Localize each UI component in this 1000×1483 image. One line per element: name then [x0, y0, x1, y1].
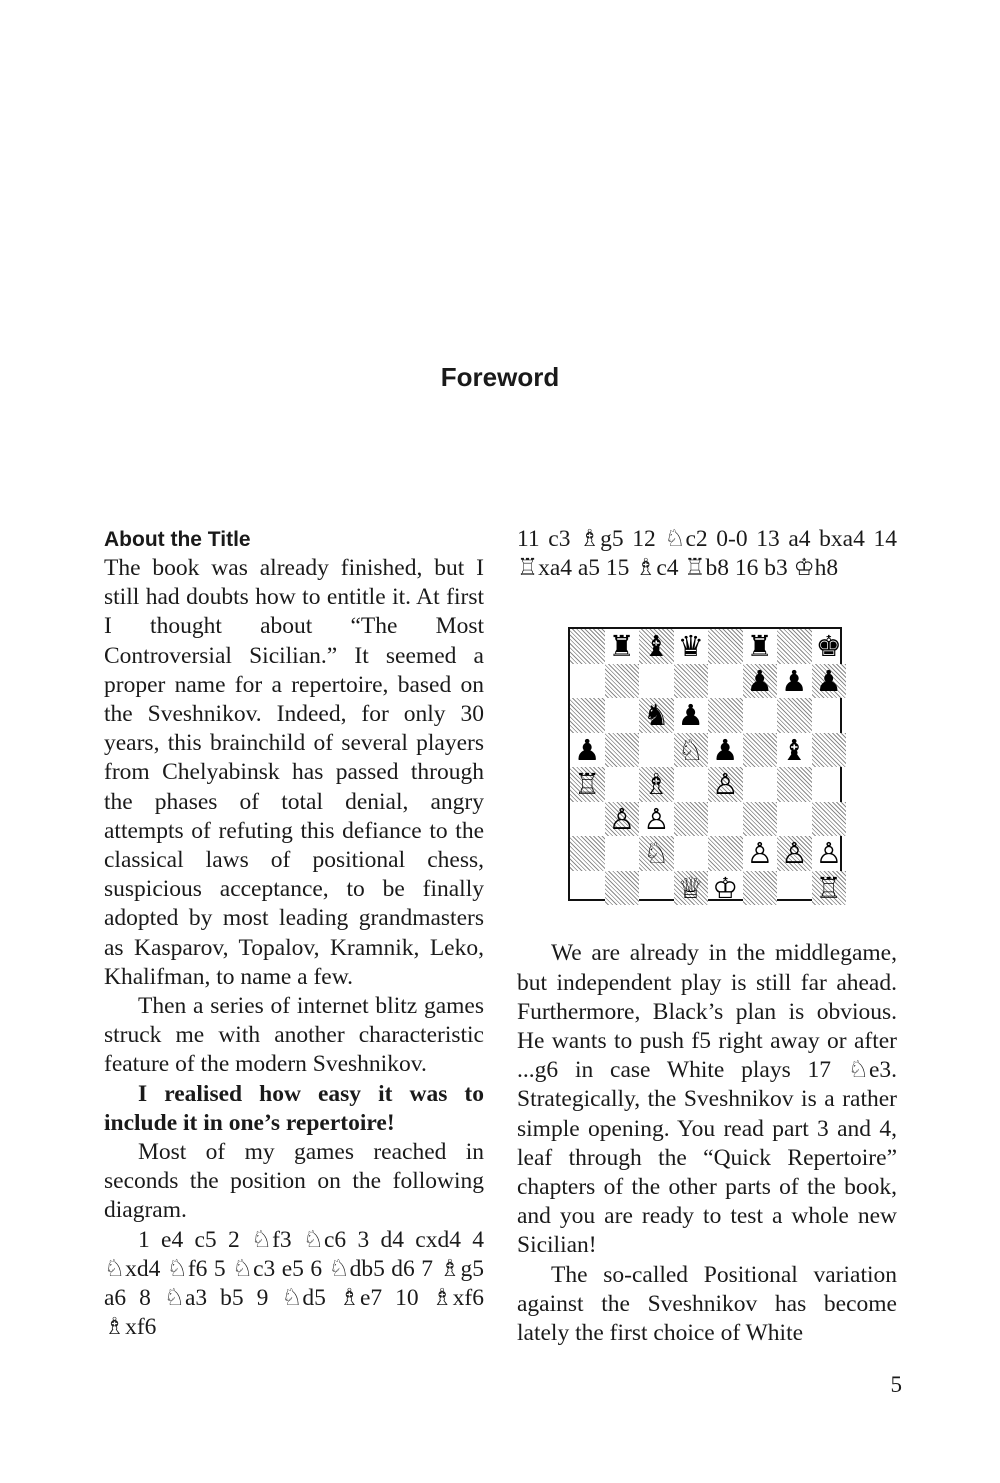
- square-g1: [777, 871, 812, 906]
- piece-d1: ♕: [677, 870, 704, 905]
- square-b2: [605, 836, 640, 871]
- square-f7: [743, 664, 778, 699]
- move-sequence-continued: 11 c3 ♗g5 12 ♘c2 0-0 13 a4 bxa4 14 ♖xa4 a5 15 ♗c4 ♖b8 16 b3 ♔h8: [517, 526, 897, 582]
- square-h7: [812, 664, 847, 699]
- section-heading: About the Title: [104, 528, 251, 551]
- square-c8: [639, 629, 674, 664]
- square-b6: [605, 698, 640, 733]
- square-b3: [605, 802, 640, 837]
- square-f1: [743, 871, 778, 906]
- square-d3: [674, 802, 709, 837]
- square-e2: [708, 836, 743, 871]
- square-d1: [674, 871, 709, 906]
- square-g3: [777, 802, 812, 837]
- piece-g5: ♝: [781, 732, 808, 767]
- piece-f7: ♟: [746, 663, 773, 698]
- square-e6: [708, 698, 743, 733]
- square-g4: [777, 767, 812, 802]
- square-f4: [743, 767, 778, 802]
- square-b4: [605, 767, 640, 802]
- piece-g2: ♙: [781, 836, 808, 871]
- piece-h2: ♙: [815, 836, 842, 871]
- piece-e4: ♙: [712, 767, 739, 802]
- piece-h8: ♚: [815, 629, 842, 664]
- piece-b3: ♙: [608, 801, 635, 836]
- square-c3: [639, 802, 674, 837]
- move-sequence: 1 e4 c5 2 ♘f3 ♘c6 3 d4 cxd4 4 ♘xd4 ♘f6 5 ♘c3 e5 6 ♘db5 d6 7 ♗g5 a6 8 ♘a3 b5 9 ♘d5 ♗e7 10 ♗xf6 ♗xf6: [104, 1226, 484, 1341]
- square-g7: [777, 664, 812, 699]
- piece-a4: ♖: [574, 767, 601, 802]
- square-a4: [570, 767, 605, 802]
- square-d8: [674, 629, 709, 664]
- square-a3: [570, 802, 605, 837]
- square-h6: [812, 698, 847, 733]
- square-g2: [777, 836, 812, 871]
- square-d4: [674, 767, 709, 802]
- piece-h7: ♟: [815, 663, 842, 698]
- square-d2: [674, 836, 709, 871]
- square-h4: [812, 767, 847, 802]
- square-a2: [570, 836, 605, 871]
- square-b1: [605, 871, 640, 906]
- square-c5: [639, 733, 674, 768]
- piece-g7: ♟: [781, 663, 808, 698]
- square-c1: [639, 871, 674, 906]
- square-c7: [639, 664, 674, 699]
- square-e4: [708, 767, 743, 802]
- square-g5: [777, 733, 812, 768]
- square-f5: [743, 733, 778, 768]
- square-h2: [812, 836, 847, 871]
- piece-h1: ♖: [815, 870, 842, 905]
- piece-c6: ♞: [643, 698, 670, 733]
- square-h8: [812, 629, 847, 664]
- square-c6: [639, 698, 674, 733]
- square-e7: [708, 664, 743, 699]
- left-column: [104, 525, 484, 1342]
- square-e8: [708, 629, 743, 664]
- square-a7: [570, 664, 605, 699]
- piece-f8: ♜: [746, 629, 773, 664]
- square-f3: [743, 802, 778, 837]
- square-b5: [605, 733, 640, 768]
- paragraph-blitz-games: Then a series of internet blitz games struck me with another characteristic feature of the modern Sveshnikov.: [104, 993, 484, 1078]
- square-h5: [812, 733, 847, 768]
- piece-c2: ♘: [643, 836, 670, 871]
- square-c2: [639, 836, 674, 871]
- square-b7: [605, 664, 640, 699]
- paragraph-positional-variation: The so-called Positional variation against the Sveshnikov has become lately the first choice of White: [517, 1261, 897, 1347]
- bold-statement: I realised how easy it was to include it in one’s repertoire!: [104, 1080, 484, 1136]
- square-g6: [777, 698, 812, 733]
- square-h1: [812, 871, 847, 906]
- square-b8: [605, 629, 640, 664]
- piece-d8: ♛: [677, 629, 704, 664]
- piece-c4: ♗: [643, 767, 670, 802]
- chapter-title: Foreword: [440, 362, 560, 392]
- square-d7: [674, 664, 709, 699]
- square-d6: [674, 698, 709, 733]
- piece-f2: ♙: [746, 836, 773, 871]
- piece-b8: ♜: [608, 629, 635, 664]
- piece-d6: ♟: [677, 698, 704, 733]
- square-f6: [743, 698, 778, 733]
- square-a8: [570, 629, 605, 664]
- page-number: 5: [890, 1372, 902, 1397]
- square-a5: [570, 733, 605, 768]
- square-e5: [708, 733, 743, 768]
- square-a6: [570, 698, 605, 733]
- square-e1: [708, 871, 743, 906]
- paragraph-middlegame: We are already in the middlegame, but independent play is still far ahead. Furthermore, Black’s plan is obvious. He wants to push f5 right away or after ...g6 in case White plays 17 ♘e3. Strategically, the Sveshnikov is a rather simple opening. You read part 3 and 4, leaf through the “Quick Repertoire” chapters of the other parts of the book, and you are ready to test a whole new Sicilian!: [517, 940, 897, 1259]
- piece-c3: ♙: [643, 801, 670, 836]
- piece-e5: ♟: [712, 732, 739, 767]
- piece-e1: ♔: [712, 870, 739, 905]
- square-f8: [743, 629, 778, 664]
- piece-d5: ♘: [677, 732, 704, 767]
- square-c4: [639, 767, 674, 802]
- right-column: [517, 525, 897, 1348]
- square-e3: [708, 802, 743, 837]
- chess-diagram: [568, 627, 842, 905]
- diagram-container: [517, 627, 897, 905]
- square-a1: [570, 871, 605, 906]
- square-d5: [674, 733, 709, 768]
- piece-c8: ♝: [643, 629, 670, 664]
- square-h3: [812, 802, 847, 837]
- square-g8: [777, 629, 812, 664]
- square-f2: [743, 836, 778, 871]
- paragraph-diagram-intro: Most of my games reached in seconds the position on the following diagram.: [104, 1139, 484, 1224]
- piece-a5: ♟: [574, 732, 601, 767]
- paragraph-title-doubts: The book was already finished, but I still had doubts how to entitle it. At first I thought about “The Most Controversial Sicilian.” It seemed a proper name for a repertoire, based on the Sveshnikov. Indeed, for only 30 years, this brainchild of several players from Chelyabinsk has passed through the phases of total denial, angry attempts of refuting this defiance to the classical laws of positional chess, suspicious acceptance, to be finally adopted by most leading grandmasters as Kasparov, Topalov, Kramnik, Leko, Khalifman, to name a few.: [104, 555, 484, 990]
